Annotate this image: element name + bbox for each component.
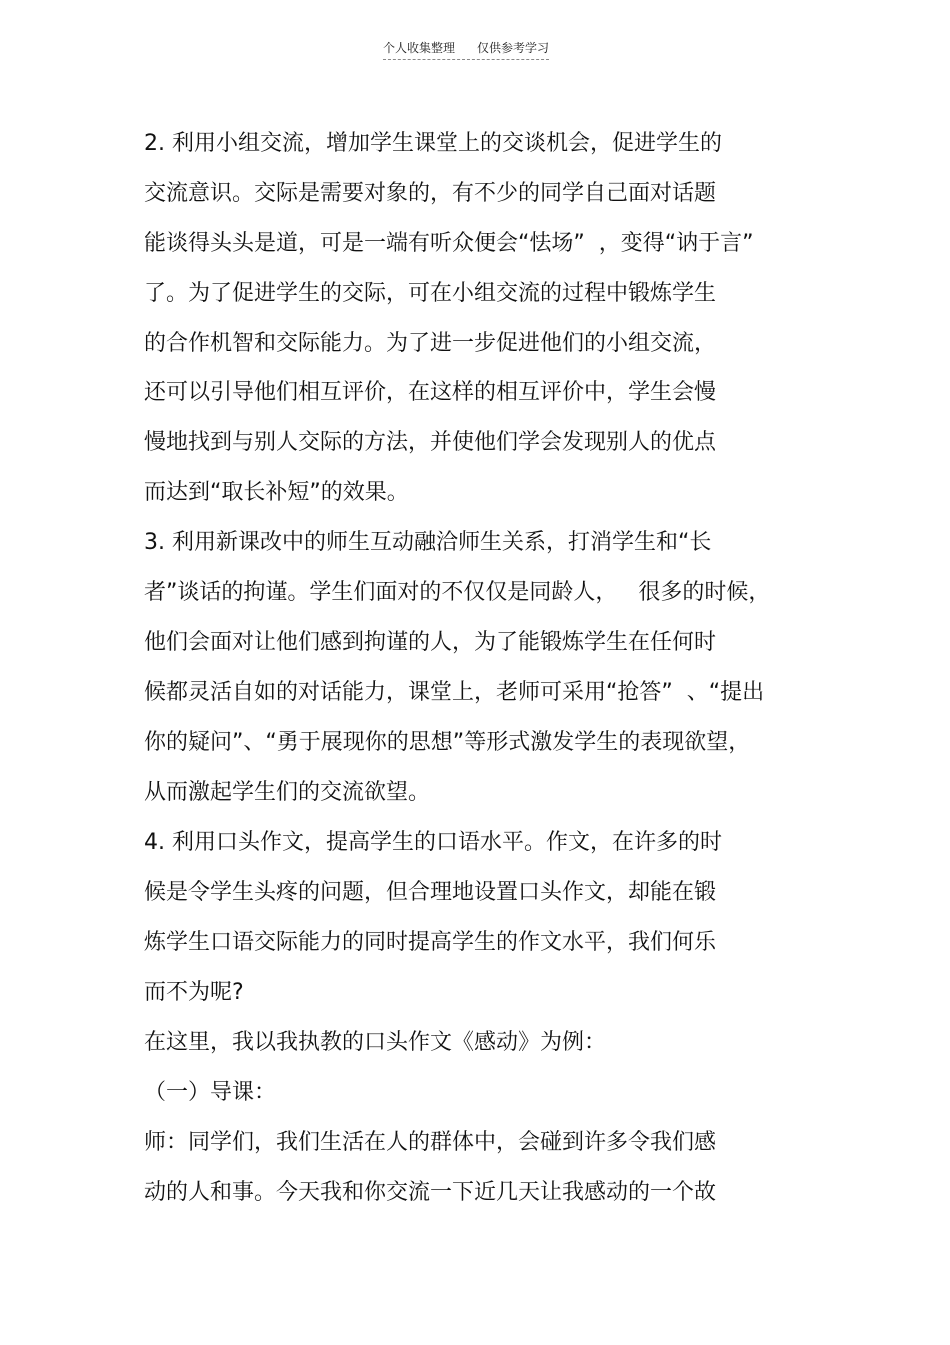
text-line: 你的疑问”、“勇于展现你的思想”等形式激发学生的表现欲望， <box>144 730 751 755</box>
text-line: 而达到“取长补短”的效果。 <box>144 480 409 505</box>
text-line: 候都灵活自如的对话能力，课堂上，老师可采用“抢答” 、“提出 <box>144 680 765 705</box>
text-line: 炼学生口语交际能力的同时提高学生的作文水平，我们何乐 <box>144 930 717 955</box>
header-right-text: 仅供参考学习 <box>477 41 550 55</box>
text-line: 交流意识。交际是需要对象的，有不少的同学自己面对话题 <box>144 181 717 206</box>
text-line: 而不为呢? <box>144 980 244 1005</box>
text-line: 的合作机智和交际能力。为了进一步促进他们的小组交流， <box>144 331 717 356</box>
header-left-text: 个人收集整理 <box>383 41 456 55</box>
text-line: 2. 利用小组交流，增加学生课堂上的交谈机会，促进学生的 <box>144 131 722 156</box>
text-line: （一）导课： <box>144 1080 277 1105</box>
text-line: 还可以引导他们相互评价，在这样的相互评价中，学生会慢 <box>144 380 717 405</box>
text-line: 能谈得头头是道，可是一端有听众便会“怯场” ，变得“讷于言” <box>144 231 754 256</box>
text-line: 动的人和事。今天我和你交流一下近几天让我感动的一个故 <box>144 1180 717 1205</box>
text-line: 从而激起学生们的交流欲望。 <box>144 780 431 805</box>
text-line: 他们会面对让他们感到拘谨的人，为了能锻炼学生在任何时 <box>144 630 717 655</box>
text-line: 师：同学们，我们生活在人的群体中，会碰到许多令我们感 <box>144 1130 717 1155</box>
text-line: 候是令学生头疼的问题，但合理地设置口头作文，却能在锻 <box>144 880 717 905</box>
text-line: 慢地找到与别人交际的方法，并使他们学会发现别人的优点 <box>144 430 717 455</box>
text-line: 者”谈话的拘谨。学生们面对的不仅仅是同龄人， 很多的时候， <box>144 580 771 605</box>
text-line: 在这里，我以我执教的口头作文《感动》为例： <box>144 1030 607 1055</box>
text-line: 4. 利用口头作文，提高学生的口语水平。作文，在许多的时 <box>144 830 722 855</box>
text-line: 了。为了促进学生的交际，可在小组交流的过程中锻炼学生 <box>144 281 717 306</box>
text-line: 3. 利用新课改中的师生互动融洽师生关系，打消学生和“长 <box>144 530 712 555</box>
